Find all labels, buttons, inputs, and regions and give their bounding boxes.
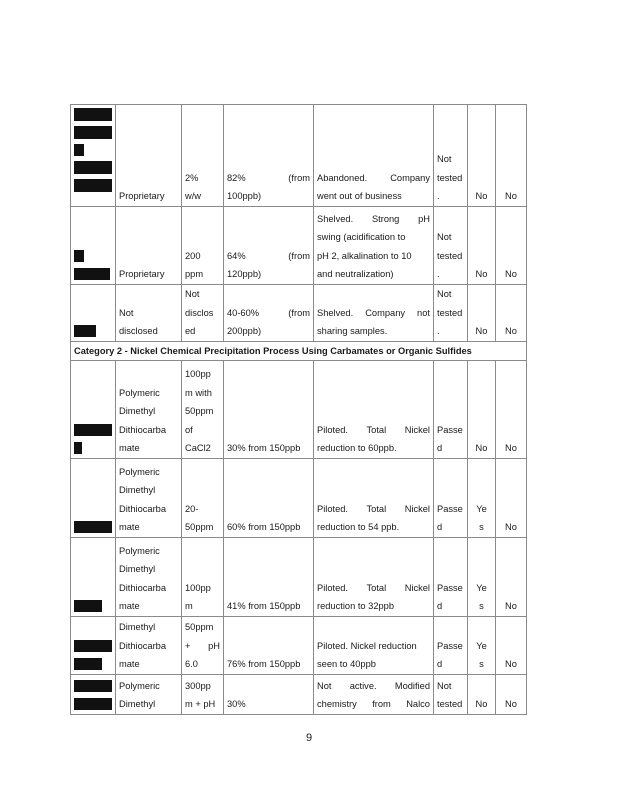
cell-text: No [505, 191, 517, 202]
redaction-mark [74, 268, 110, 280]
cell-text: of [185, 424, 193, 435]
cell-text: pH [208, 640, 220, 651]
cell-text: No [505, 659, 517, 670]
cell-text: No [475, 326, 488, 337]
cell-text: ppm [185, 269, 204, 280]
cell-text: 120ppb) [227, 269, 262, 280]
redaction-mark [74, 680, 112, 692]
tested-cell [434, 105, 468, 207]
redaction-mark [74, 442, 82, 454]
chemistry-cell [116, 675, 182, 715]
cell-text: 300pp [185, 680, 211, 691]
cell-text: Not [437, 680, 452, 691]
cell-text: Passe [437, 503, 463, 514]
tested-cell [434, 675, 468, 715]
cell-text: 76% from 150ppb [227, 659, 301, 670]
reduction-cell [224, 675, 314, 715]
cell-text: Passe [437, 424, 463, 435]
cell-text: d [437, 443, 443, 454]
redacted-vendor-cell [71, 105, 116, 207]
cell-text: Not [437, 154, 452, 165]
chemistry-cell [116, 538, 182, 617]
table-row [71, 105, 527, 207]
cell-text: sharing samples. [317, 326, 388, 337]
tested-cell [434, 285, 468, 342]
cell-text: 20- [185, 503, 199, 514]
chemistry-cell [116, 617, 182, 675]
cell-text: 6.0 [185, 659, 198, 670]
cell-text: mate [119, 601, 140, 612]
cell-text: 41% from 150ppb [227, 601, 301, 612]
cell-text: Company [390, 172, 430, 183]
cell-text: and neutralization) [317, 269, 394, 280]
cell-text: + [185, 640, 191, 651]
tested-cell [434, 617, 468, 675]
cell-text: tested [437, 250, 463, 261]
table-row [71, 538, 527, 617]
cell-text: Total [366, 503, 387, 514]
cell-text: (from [288, 172, 310, 183]
reduction-cell [224, 361, 314, 459]
cell-text: Not [437, 232, 452, 243]
chemistry-cell [116, 105, 182, 207]
redacted-vendor-cell [71, 538, 116, 617]
cell-text: Dimethyl [119, 699, 156, 710]
col7-cell [496, 675, 527, 715]
cell-text: Piloted. Nickel reduction [317, 640, 417, 651]
cell-text: Not [185, 289, 200, 300]
cell-text: Piloted. [317, 582, 349, 593]
cell-text: disclosed [119, 326, 158, 337]
cell-text: m with [185, 387, 212, 398]
cell-text: No [505, 601, 517, 612]
cell-text: tested [437, 699, 463, 710]
col7-cell [496, 207, 527, 285]
cell-text: Dithiocarba [119, 503, 167, 514]
cell-text: (from [288, 250, 310, 261]
table-row [71, 207, 527, 285]
col6-cell [468, 617, 496, 675]
cell-text: Polymeric [119, 387, 160, 398]
cell-text: pH 2, alkalination to 10 [317, 250, 412, 261]
cell-text: reduction to 54 ppb. [317, 522, 400, 533]
col7-cell [496, 617, 527, 675]
cell-text: 40-60% [227, 307, 260, 318]
cell-text: 82% [227, 172, 246, 183]
cell-text: 64% [227, 250, 246, 261]
dose-cell [182, 285, 224, 342]
cell-text: Shelved. [317, 213, 354, 224]
redaction-mark [74, 698, 112, 710]
redacted-vendor-cell [71, 207, 116, 285]
cell-text: d [437, 522, 443, 533]
cell-text: Abandoned. [317, 172, 368, 183]
cell-text: . [437, 191, 440, 202]
dose-cell [182, 361, 224, 459]
tested-cell [434, 459, 468, 538]
cell-text: tested [437, 172, 463, 183]
redaction-mark [74, 144, 84, 156]
cell-text: reduction to 60ppb. [317, 443, 397, 454]
cell-text: Polymeric [119, 680, 160, 691]
cell-text: No [505, 269, 517, 280]
cell-text: Passe [437, 582, 463, 593]
cell-text: mate [119, 659, 140, 670]
category-2-heading: Category 2 - Nickel Chemical Precipitation Process Using Carbamates or Organic Sulfides [71, 342, 527, 361]
dose-cell [182, 617, 224, 675]
cell-text: Ye [476, 582, 487, 593]
chemistry-cell [116, 361, 182, 459]
cell-text: d [437, 601, 443, 612]
cell-text: No [505, 443, 517, 454]
cell-text: Not [317, 680, 332, 691]
cell-text: d [437, 659, 443, 670]
cell-text: CaCl2 [185, 443, 211, 454]
cell-text: ed [185, 326, 196, 337]
status-cell [314, 538, 434, 617]
cell-text: mate [119, 522, 140, 533]
cell-text: 30% [227, 699, 246, 710]
cell-text: Dithiocarba [119, 582, 167, 593]
cell-text: 100pp [185, 369, 211, 380]
redaction-mark [74, 179, 112, 192]
redaction-mark [74, 521, 112, 533]
cell-text: Ye [476, 640, 487, 651]
status-cell [314, 105, 434, 207]
col6-cell [468, 361, 496, 459]
cell-text: Nickel [404, 582, 430, 593]
cell-text: Dimethyl [119, 406, 156, 417]
cell-text: 2% [185, 172, 199, 183]
dose-cell [182, 105, 224, 207]
redaction-mark [74, 126, 112, 139]
col6-cell [468, 675, 496, 715]
status-cell [314, 285, 434, 342]
col6-cell [468, 207, 496, 285]
cell-text: Dithiocarba [119, 640, 167, 651]
col7-cell [496, 105, 527, 207]
cell-text: Ye [476, 503, 487, 514]
cell-text: went out of business [317, 191, 402, 202]
status-cell [314, 207, 434, 285]
cell-text: m [185, 601, 193, 612]
redaction-mark [74, 161, 112, 174]
reduction-cell [224, 617, 314, 675]
status-cell [314, 459, 434, 538]
dose-cell [182, 538, 224, 617]
redaction-mark [74, 250, 84, 262]
cell-text: Dithiocarba [119, 424, 167, 435]
cell-text: 200 [185, 250, 201, 261]
col6-cell [468, 538, 496, 617]
cell-text: 100ppb) [227, 191, 262, 202]
dose-cell [182, 675, 224, 715]
cell-text: 200ppb) [227, 326, 262, 337]
cell-text: 50ppm [185, 522, 214, 533]
redacted-vendor-cell [71, 459, 116, 538]
chemistry-cell [116, 459, 182, 538]
cell-text: Total [366, 582, 387, 593]
reduction-cell [224, 459, 314, 538]
cell-text: chemistry [317, 699, 357, 710]
tested-cell [434, 538, 468, 617]
dose-cell [182, 459, 224, 538]
cell-text: mate [119, 443, 140, 454]
cell-text: s [479, 659, 484, 670]
cell-text: active. [349, 680, 377, 691]
cell-text: Dimethyl [119, 564, 156, 575]
cell-text: Shelved. [317, 307, 354, 318]
status-cell [314, 675, 434, 715]
cell-text: disclos [185, 307, 214, 318]
cell-text: No [475, 191, 488, 202]
cell-text: No [475, 443, 488, 454]
cell-text: tested [437, 307, 463, 318]
cell-text: s [479, 601, 484, 612]
cell-text: reduction to 32ppb [317, 601, 395, 612]
cell-text: 50ppm [185, 622, 214, 633]
col7-cell [496, 538, 527, 617]
cell-text: Not [437, 289, 452, 300]
redacted-vendor-cell [71, 361, 116, 459]
cell-text: seen to 40ppb [317, 659, 376, 670]
reduction-cell [224, 538, 314, 617]
cell-text: from [372, 699, 391, 710]
cell-text: Proprietary [119, 269, 165, 280]
cell-text: Nickel [404, 424, 430, 435]
reduction-cell [224, 105, 314, 207]
cell-text: . [437, 326, 440, 337]
chemistry-cell [116, 207, 182, 285]
dose-cell [182, 207, 224, 285]
cell-text: m + pH [185, 699, 216, 710]
cell-text: pH [418, 213, 430, 224]
cell-text: Passe [437, 640, 463, 651]
cell-text: swing (acidification to [317, 232, 406, 243]
cell-text: 30% from 150ppb [227, 443, 301, 454]
cell-text: (from [288, 307, 310, 318]
cell-text: 50ppm [185, 406, 214, 417]
status-cell [314, 617, 434, 675]
col6-cell [468, 459, 496, 538]
col6-cell [468, 105, 496, 207]
table-row [71, 459, 527, 538]
cell-text: Nalco [406, 699, 430, 710]
redaction-mark [74, 600, 102, 612]
cell-text: Dimethyl [119, 485, 156, 496]
chemistry-cell [116, 285, 182, 342]
cell-text: Strong [371, 213, 400, 224]
redaction-mark [74, 424, 112, 436]
cell-text: Nickel [404, 503, 430, 514]
cell-text: No [505, 326, 517, 337]
cell-text: Modified [394, 680, 430, 691]
cell-text: . [437, 269, 440, 280]
cell-text: No [475, 269, 488, 280]
table-row [71, 675, 527, 715]
cell-text: Piloted. [317, 503, 349, 514]
redaction-mark [74, 108, 112, 121]
page-number: 9 [305, 732, 313, 744]
table-row [71, 285, 527, 342]
cell-text: No [475, 699, 488, 710]
cell-text: Proprietary [119, 191, 165, 202]
cell-text: 60% from 150ppb [227, 522, 301, 533]
cell-text: No [505, 522, 517, 533]
col7-cell [496, 459, 527, 538]
cell-text: Piloted. [317, 424, 349, 435]
redacted-vendor-cell [71, 285, 116, 342]
tested-cell [434, 361, 468, 459]
redacted-vendor-cell [71, 675, 116, 715]
redaction-mark [74, 640, 112, 652]
status-cell [314, 361, 434, 459]
redaction-mark [74, 325, 96, 337]
cell-text: 100pp [185, 582, 211, 593]
cell-text: not [417, 307, 430, 318]
cell-text: Polymeric [119, 545, 160, 556]
table-row [71, 361, 527, 459]
cell-text: Not [119, 307, 134, 318]
cell-text: w/w [185, 191, 202, 202]
cell-text: s [479, 522, 484, 533]
cell-text: No [505, 699, 517, 710]
category-heading-row [71, 342, 527, 361]
cell-text: Dimethyl [119, 622, 156, 633]
redaction-mark [74, 658, 102, 670]
tested-cell [434, 207, 468, 285]
redacted-vendor-cell [71, 617, 116, 675]
table-row [71, 617, 527, 675]
cell-text: Total [366, 424, 387, 435]
reduction-cell [224, 285, 314, 342]
col7-cell [496, 361, 527, 459]
cell-text: Company [365, 307, 406, 318]
reduction-cell [224, 207, 314, 285]
chemistry-evaluation-table [70, 104, 527, 715]
col6-cell [468, 285, 496, 342]
col7-cell [496, 285, 527, 342]
cell-text: Polymeric [119, 466, 160, 477]
